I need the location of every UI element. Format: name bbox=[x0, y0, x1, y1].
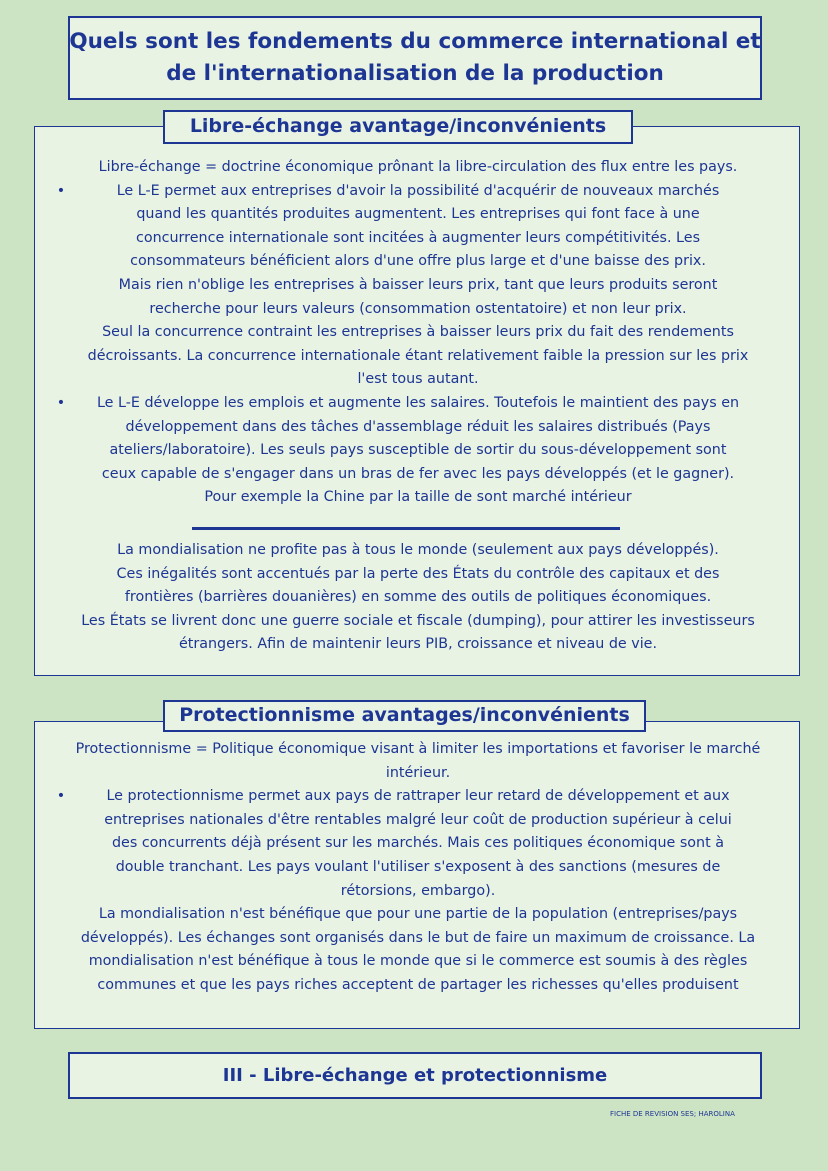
libre-echange-heading: Libre-échange avantage/inconvénients bbox=[163, 110, 633, 144]
text-line: entreprises nationales d'être rentables malgré leur coût de production supérieur à celui bbox=[104, 811, 732, 828]
credit-text: FICHE DE REVISION SES; HAROLINA bbox=[610, 1110, 735, 1118]
text-line: Le protectionnisme permet aux pays de rattraper leur retard de développement et aux bbox=[106, 788, 730, 805]
libre-echange-bullet-1 bbox=[40, 180, 796, 392]
protectionnisme-definition: Protectionnisme = Politique économique visant à limiter les importations et favoriser le marché bbox=[75, 741, 761, 757]
bullet-1-text bbox=[40, 180, 796, 392]
bullet-text bbox=[40, 785, 796, 903]
page-title-box bbox=[68, 16, 762, 100]
next-chapter-box: III - Libre-échange et protectionnisme bbox=[68, 1052, 762, 1099]
libre-echange-conclusion bbox=[40, 539, 796, 657]
libre-echange-bullet-2 bbox=[40, 392, 796, 510]
protectionnisme-body bbox=[40, 738, 796, 998]
protectionnisme-heading: Protectionnisme avantages/inconvénients bbox=[163, 700, 646, 732]
bullet-icon: • bbox=[56, 182, 66, 199]
text-line: La mondialisation n'est bénéfique que pour une partie de la population (entreprises/pays bbox=[98, 906, 738, 923]
text-line: mondialisation n'est bénéfique à tous le monde que si le commerce est soumis à des règles bbox=[88, 953, 748, 970]
text-line: communes et que les pays riches acceptent de partager les richesses qu'elles produisent bbox=[97, 976, 739, 993]
text-line: rétorsions, embargo). bbox=[340, 882, 496, 899]
text-line: des concurrents déjà présent sur les marchés. Mais ces politiques économique sont à bbox=[111, 835, 725, 852]
text-line: double tranchant. Les pays voulant l'utiliser s'exposent à des sanctions (mesures de bbox=[115, 858, 721, 875]
text-line: développés). Les échanges sont organisés dans le but de faire un maximum de croissance. La bbox=[80, 929, 756, 946]
text-line: concurrence internationale sont incitées à augmenter leurs compétitivités. Les bbox=[135, 229, 701, 246]
text-line: ateliers/laboratoire). Les seuls pays susceptible de sortir du sous-développement sont bbox=[109, 442, 727, 459]
text-line: Seul la concurrence contraint les entreprises à baisser leurs prix du fait des rendements bbox=[102, 324, 734, 341]
text-line: recherche pour leurs valeurs (consommation ostentatoire) et non leur prix. bbox=[149, 300, 687, 317]
text-line: Les États se livrent donc une guerre sociale et fiscale (dumping), pour attirer les investisseurs bbox=[81, 612, 755, 629]
text-line: quand les quantités produites augmentent. Les entreprises qui font face à une bbox=[136, 206, 700, 223]
bullet-2-text bbox=[40, 392, 796, 510]
text-line: Ces inégalités sont accentués par la perte des États du contrôle des capitaux et des bbox=[116, 565, 720, 582]
text-line: étrangers. Afin de maintenir leurs PIB, croissance et niveau de vie. bbox=[178, 636, 658, 653]
text-line: développement dans des tâches d'assemblage réduit les salaires distribués (Pays bbox=[125, 418, 711, 435]
page-title-line-2: de l'internationalisation de la production bbox=[166, 61, 664, 86]
text-line: Le L-E permet aux entreprises d'avoir la possibilité d'acquérir de nouveaux marchés bbox=[116, 182, 720, 199]
bullet-icon: • bbox=[56, 788, 66, 805]
text-line: La mondialisation ne profite pas à tous le monde (seulement aux pays développés). bbox=[117, 542, 719, 558]
text-line: Mais rien n'oblige les entreprises à baisser leurs prix, tant que leurs produits seront bbox=[118, 276, 718, 293]
text-line: Le L-E développe les emplois et augmente les salaires. Toutefois le maintient des pays en bbox=[96, 394, 740, 411]
protectionnisme-bullet-1 bbox=[40, 785, 796, 903]
libre-echange-body bbox=[40, 156, 796, 510]
text-line: frontières (barrières douanières) en somme des outils de politiques économiques. bbox=[124, 589, 712, 606]
bullet-icon: • bbox=[56, 394, 66, 411]
libre-echange-definition: Libre-échange = doctrine économique prônant la libre-circulation des flux entre les pays. bbox=[98, 159, 738, 175]
page-title-line-1: Quels sont les fondements du commerce international et bbox=[69, 29, 761, 54]
text-line: consommateurs bénéficient alors d'une offre plus large et d'une baisse des prix. bbox=[130, 253, 706, 270]
text-line: l'est tous autant. bbox=[357, 371, 479, 388]
text-line: intérieur. bbox=[385, 764, 451, 781]
text-line: Pour exemple la Chine par la taille de sont marché intérieur bbox=[204, 489, 632, 506]
text-line: ceux capable de s'engager dans un bras de fer avec les pays développés (et le gagner). bbox=[101, 465, 735, 482]
text-line: décroissants. La concurrence internationale étant relativement faible la pression sur les prix bbox=[87, 347, 749, 364]
section-divider bbox=[192, 527, 620, 530]
